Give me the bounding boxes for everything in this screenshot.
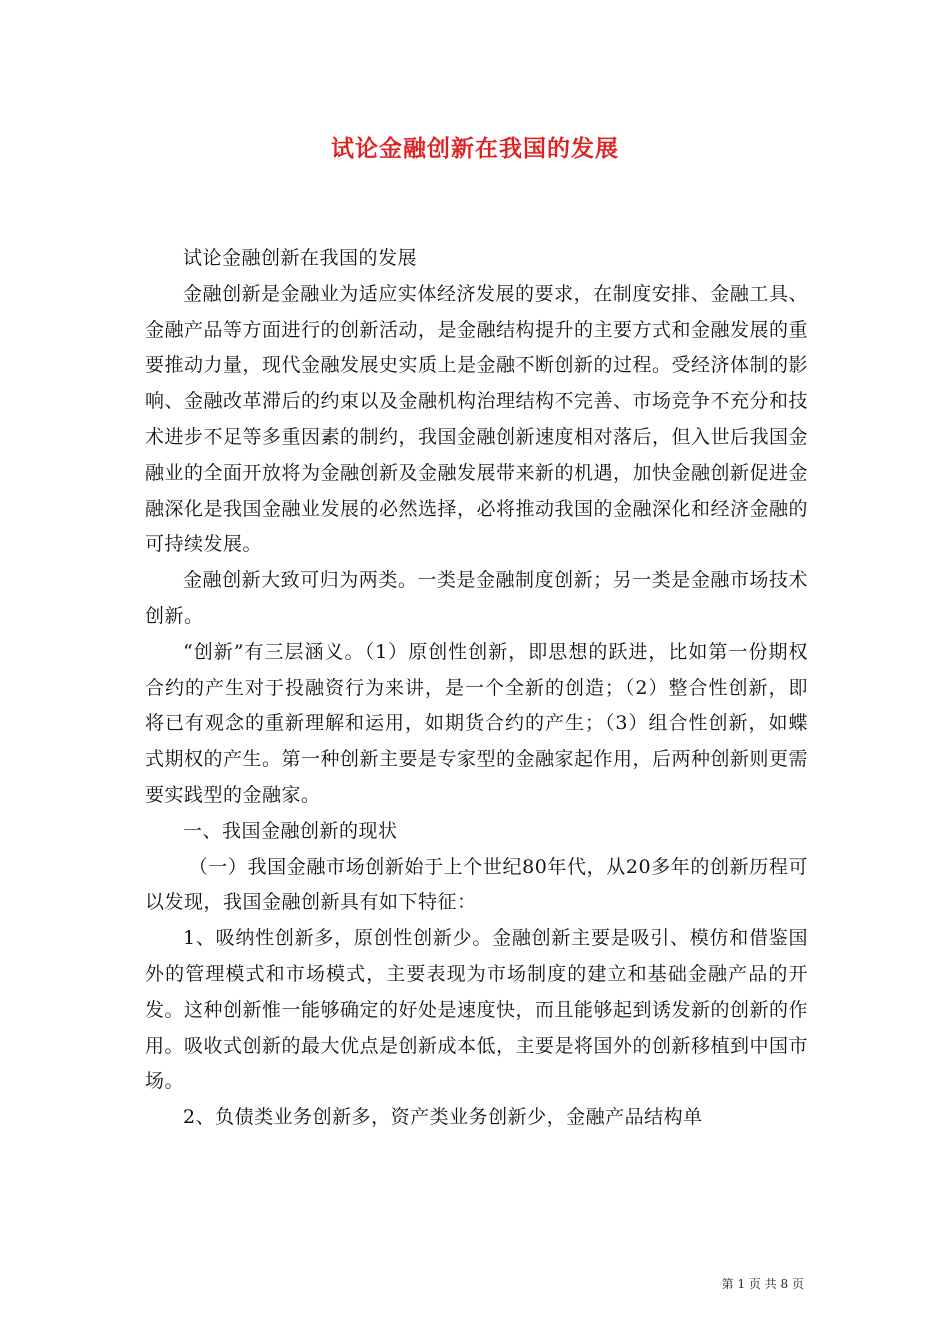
document-body	[145, 241, 808, 1136]
paragraph-categories: 金融创新大致可归为两类。一类是金融制度创新；另一类是金融市场技术创新。	[145, 569, 808, 627]
section-heading-status: 一、我国金融创新的现状	[183, 819, 398, 842]
paragraph-heading: 试论金融创新在我国的发展	[183, 247, 418, 269]
paragraph-subsection-one: （一）我国金融市场创新始于上个世纪80年代，从20多年的创新历程可以发现，我国金融创新具有如下特征：	[145, 855, 808, 914]
paragraph-intro: 金融创新是金融业为适应实体经济发展的要求，在制度安排、金融工具、金融产品等方面进行的创新活动，是金融结构提升的主要方式和金融发展的重要推动力量，现代金融发展史实质上是金融不断创新的过程。受经济体制的影响、金融改革滞后的约束以及金融机构治理结构不完善、市场竞争不充分和技术进步不足等多重因素的制约，我国金融创新速度相对落后，但入世后我国金融业的全面开放将为金融创新及金融发展带来新的机遇，加快金融创新促进金融深化是我国金融业发展的必然选择，必将推动我国的金融深化和经济金融的可持续发展。	[145, 282, 809, 556]
paragraph-point-two: 2、负债类业务创新多，资产类业务创新少，金融产品结构单	[183, 1106, 703, 1129]
paragraph-meanings: “创新”有三层涵义。（1）原创性创新，即思想的跃进，比如第一份期权合约的产生对于投融资行为来讲，是一个全新的创造；（2）整合性创新，即将已有观念的重新理解和运用，如期货合约的产生；（3）组合性创新，如蝶式期权的产生。第一种创新主要是专家型的金融家起作用，后两种创新则更需要实践型的金融家。	[145, 640, 809, 806]
paragraph-point-one: 1、吸纳性创新多，原创性创新少。金融创新主要是吸引、模仿和借鉴国外的管理模式和市场模式，主要表现为市场制度的建立和基础金融产品的开发。这种创新惟一能够确定的好处是速度快，而且能够起到诱发新的创新的作用。吸收式创新的最大优点是创新成本低，主要是将国外的创新移植到中国市场。	[145, 927, 809, 1093]
document-title: 试论金融创新在我国的发展	[331, 135, 619, 162]
page-indicator: 第 1 页 共 8 页	[721, 1277, 804, 1291]
